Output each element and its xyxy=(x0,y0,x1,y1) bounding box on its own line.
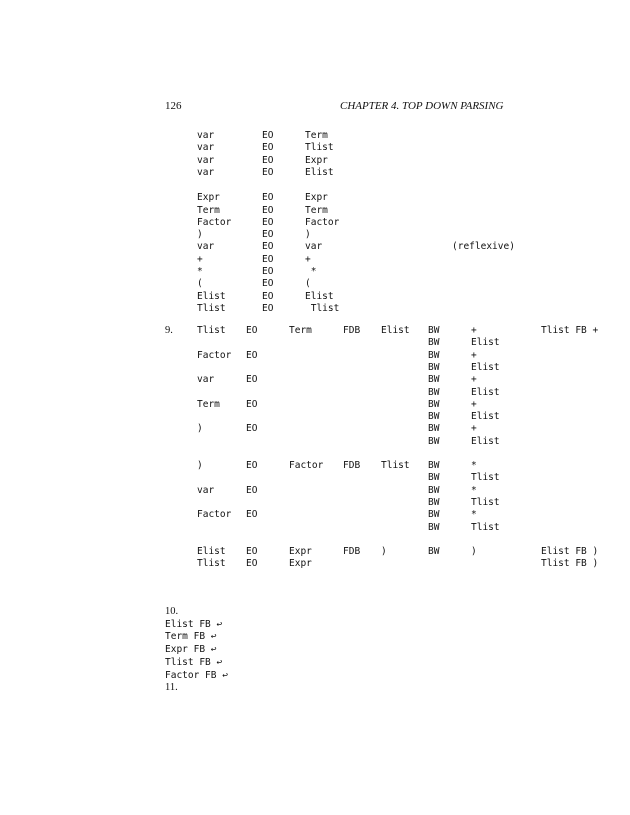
table-cell: BW xyxy=(428,325,440,336)
table-cell: Elist FB ) xyxy=(541,545,599,557)
table-cell: Expr xyxy=(305,154,328,166)
table-cell: Tlist xyxy=(305,142,334,154)
footer-line: Term FB ↩ xyxy=(165,631,217,643)
table-cell: EO xyxy=(262,302,274,314)
table-cell: BW xyxy=(428,435,440,447)
table-cell: var xyxy=(197,484,215,496)
table-cell: Tlist xyxy=(197,325,226,336)
table-cell: Expr xyxy=(305,192,328,204)
table-cell: Tlist xyxy=(305,302,340,314)
footer-line: 11. xyxy=(165,682,178,694)
table-cell: (reflexive) xyxy=(452,241,515,253)
table-cell: BW xyxy=(428,472,440,484)
table-cell: EO xyxy=(262,229,274,241)
table-cell: Expr xyxy=(197,192,220,204)
table-cell: EO xyxy=(246,509,258,521)
table-cell: Tlist xyxy=(471,496,500,508)
table-cell: EO xyxy=(246,484,258,496)
footer-line: Expr FB ↩ xyxy=(165,644,217,656)
table-cell: + xyxy=(305,253,311,265)
footer-line: 10. xyxy=(165,606,179,617)
table-cell: Elist xyxy=(471,386,500,398)
table-cell: BW xyxy=(428,545,440,557)
table-cell: ) xyxy=(305,229,311,241)
table-cell: EO xyxy=(246,374,258,386)
table-cell: Factor xyxy=(289,460,324,471)
table-cell: Tlist xyxy=(381,460,410,471)
table-cell: EO xyxy=(246,558,258,570)
table-cell: BW xyxy=(428,349,440,361)
table-cell: var xyxy=(305,241,323,253)
table-cell: Elist xyxy=(305,166,334,178)
table-cell: + xyxy=(471,325,477,336)
table-cell: BW xyxy=(428,386,440,398)
table-cell: Factor xyxy=(197,216,232,228)
table-cell: EO xyxy=(262,216,274,228)
table-cell: Elist xyxy=(471,337,500,349)
table-cell: EO xyxy=(262,278,274,290)
table-cell: var xyxy=(197,241,215,253)
table-cell: EO xyxy=(262,130,274,141)
table-cell: + xyxy=(471,398,477,410)
table-cell: ) xyxy=(197,229,203,241)
table-cell: Factor xyxy=(197,509,232,521)
table-cell: Elist xyxy=(471,435,500,447)
table-cell: Elist xyxy=(197,545,226,557)
table-cell: * xyxy=(471,460,477,471)
table-cell: Term xyxy=(289,325,312,336)
table-cell: Tlist xyxy=(197,302,226,314)
table-cell: Expr xyxy=(289,545,312,557)
table-cell: Term xyxy=(305,130,328,141)
table-cell: EO xyxy=(262,204,274,216)
table-cell: ( xyxy=(305,278,311,290)
table-cell: EO xyxy=(262,253,274,265)
table-cell: BW xyxy=(428,521,440,533)
table-cell: EO xyxy=(246,460,258,471)
table-cell: FDB xyxy=(343,460,361,471)
table-cell: * xyxy=(471,484,477,496)
table-cell: * xyxy=(305,266,317,277)
table-cell: Elist xyxy=(471,361,500,373)
table-cell: var xyxy=(197,374,215,386)
table-cell: var xyxy=(197,154,215,166)
table-cell: EO xyxy=(262,266,274,277)
table-cell: + xyxy=(471,374,477,386)
table-cell: Tlist xyxy=(471,472,500,484)
table-cell: BW xyxy=(428,509,440,521)
table-cell: ) xyxy=(197,460,203,471)
table-cell: + xyxy=(197,253,203,265)
table-cell: EO xyxy=(262,241,274,253)
table-cell: * xyxy=(471,509,477,521)
table-cell: FDB xyxy=(343,545,361,557)
table-cell: ) xyxy=(471,545,477,557)
footer-line: Tlist FB ↩ xyxy=(165,656,223,668)
table-cell: BW xyxy=(428,496,440,508)
table-cell: EO xyxy=(246,349,258,361)
table-cell: var xyxy=(197,142,215,154)
table-cell: EO xyxy=(246,423,258,435)
table-cell: BW xyxy=(428,460,440,471)
table-cell: ) xyxy=(197,423,203,435)
table-cell: Expr xyxy=(289,558,312,570)
table-cell: Factor xyxy=(197,349,232,361)
table-cell: ) xyxy=(381,545,387,557)
table-cell: var xyxy=(197,166,215,178)
section-9-label: 9. xyxy=(165,325,173,336)
table-cell: * xyxy=(197,266,203,277)
table-cell: + xyxy=(471,349,477,361)
table-cell: Factor xyxy=(305,216,340,228)
table-cell: Tlist xyxy=(197,558,226,570)
chapter-title: CHAPTER 4. TOP DOWN PARSING xyxy=(340,100,504,112)
table-cell: + xyxy=(471,423,477,435)
table-cell: ( xyxy=(197,278,203,290)
table-cell: BW xyxy=(428,484,440,496)
table-cell: Tlist xyxy=(471,521,500,533)
table-cell: EO xyxy=(246,398,258,410)
footer-line: Elist FB ↩ xyxy=(165,618,223,630)
table-cell: Term xyxy=(197,398,220,410)
table-cell: BW xyxy=(428,337,440,349)
table-cell: BW xyxy=(428,423,440,435)
table-cell: EO xyxy=(262,290,274,302)
table-cell: Term xyxy=(197,204,220,216)
table-cell: EO xyxy=(262,192,274,204)
table-cell: Tlist FB ) xyxy=(541,558,599,570)
table-cell: var xyxy=(197,130,215,141)
table-cell: BW xyxy=(428,361,440,373)
table-cell: Elist xyxy=(381,325,410,336)
table-cell: Tlist FB + xyxy=(541,325,599,336)
footer-line: Factor FB ↩ xyxy=(165,669,228,681)
page-number: 126 xyxy=(165,100,182,112)
table-cell: FDB xyxy=(343,325,361,336)
table-cell: Term xyxy=(305,204,328,216)
table-cell: Elist xyxy=(197,290,226,302)
table-cell: Elist xyxy=(471,411,500,423)
table-cell: EO xyxy=(262,166,274,178)
table-cell: EO xyxy=(262,142,274,154)
table-cell: EO xyxy=(246,325,258,336)
table-cell: BW xyxy=(428,374,440,386)
table-cell: EO xyxy=(246,545,258,557)
table-cell: Elist xyxy=(305,290,334,302)
table-cell: BW xyxy=(428,398,440,410)
table-cell: BW xyxy=(428,411,440,423)
table-cell: EO xyxy=(262,154,274,166)
